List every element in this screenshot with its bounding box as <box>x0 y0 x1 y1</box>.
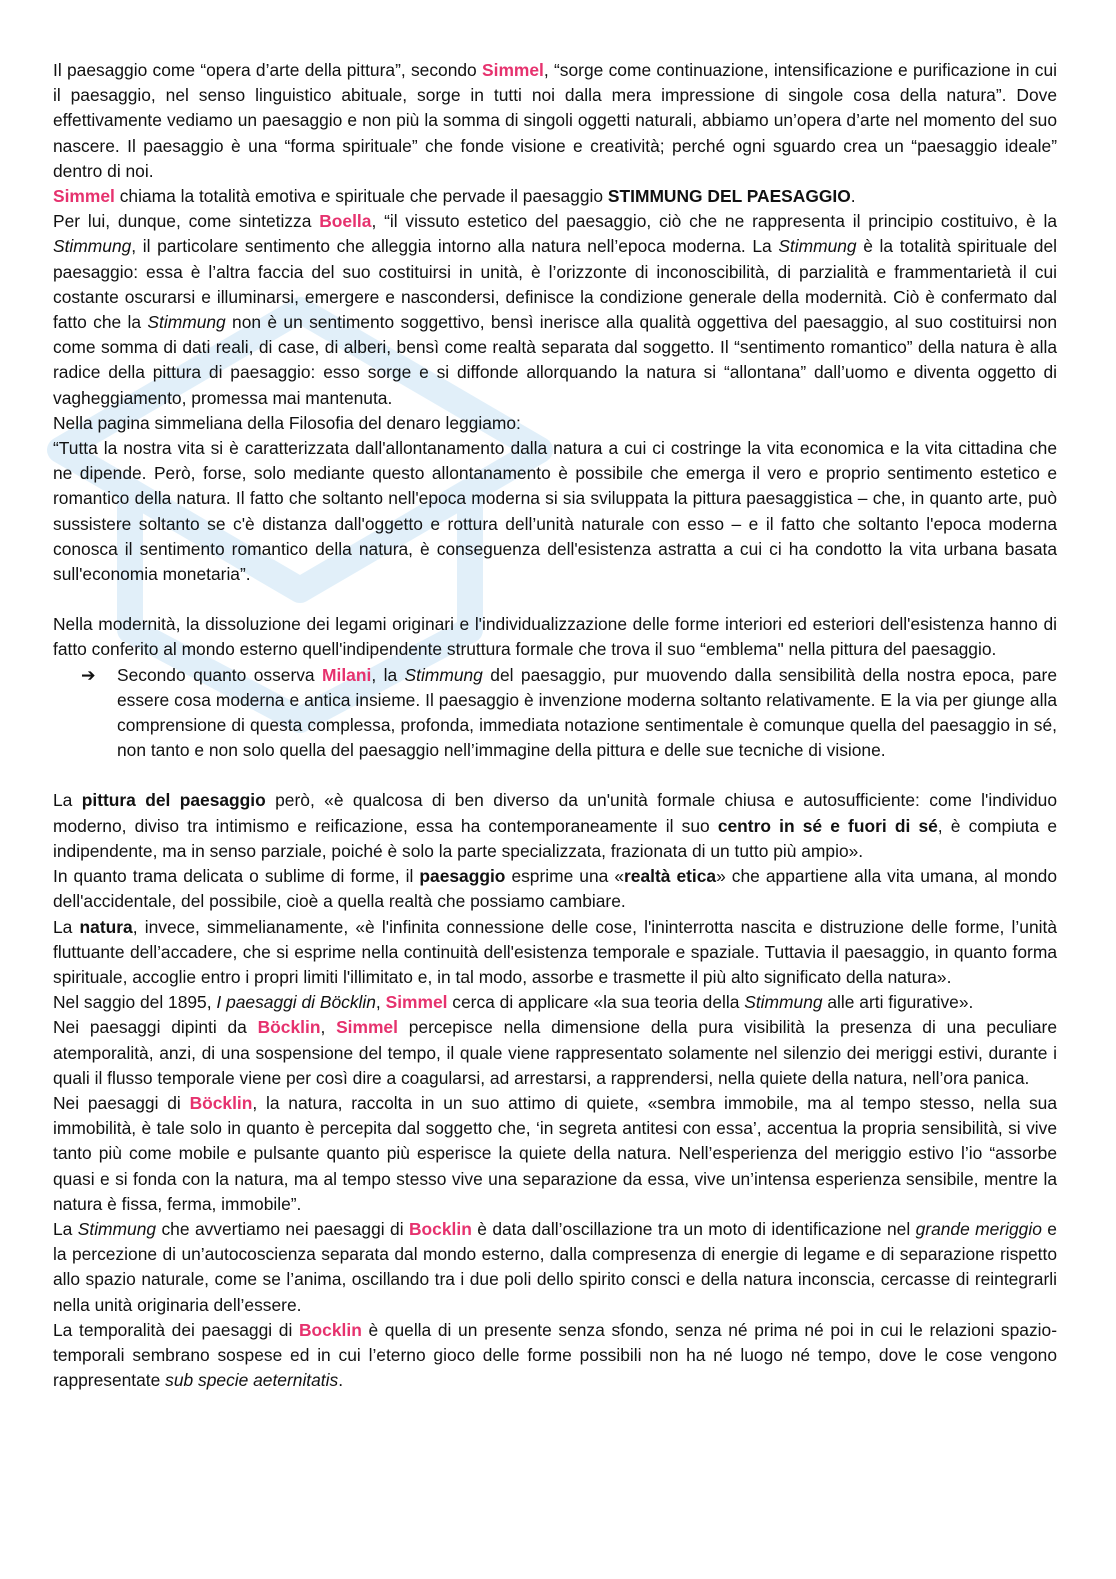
text: , la natura, raccolta in un suo attimo di quiete, «sembra immobile, ma al tempo stesso, nella sua immobilità, è tale solo in quanto è percepita dal soggetto che, ‘in segreta antitesi con essa’, accentua la propria sensibilità, si vive tanto più come mobile e pulsante quanto più esperisce la quiete della natura. Nell’esperienza del meriggio estivo l’io “assorbe quasi e si fonda con la natura, ma al tempo stesso vive una separazione da essa, vive un’intensa esperienza sensibile, mentre la natura è fissa, ferma, immobile”. <box>53 1092 1057 1214</box>
text: è data dall’oscillazione tra un moto di identificazione nel <box>471 1218 916 1239</box>
bold-term: centro in sé e fuori di sé <box>717 815 938 836</box>
text: Nel saggio del 1895, <box>53 992 217 1013</box>
arrow-bullet <box>81 663 1057 764</box>
text: che avvertiamo nei paesaggi di <box>156 1218 409 1239</box>
paragraph-7 <box>53 788 1057 864</box>
text: La <box>53 790 82 811</box>
text: , <box>375 992 386 1013</box>
text: La temporalità dei paesaggi di <box>53 1319 299 1340</box>
text: » che appartiene alla vita umana, al mondo dell'accidentale, del possibile, cioè a quella realtà che possiamo cambiare. <box>53 866 1057 912</box>
text: La <box>53 916 80 937</box>
text: è la totalità spirituale del paesaggio: essa è l’altra faccia del suo costituirsi in unità, è l’orizzonte di inconoscibilità, di parzialità e frammentarietà il cui costante oscurarsi e illuminarsi, emergere e nascondersi, definisce la condizione generale della modernità. Ciò è confermato dal fatto che la <box>53 236 1057 333</box>
paragraph-14 <box>53 1318 1057 1394</box>
text: alle arti figurative». <box>822 992 974 1013</box>
italic-term: Stimmung <box>778 236 857 257</box>
text: esprime una « <box>505 866 625 887</box>
paragraph-13 <box>53 1217 1057 1318</box>
author-name: Simmel <box>482 60 544 80</box>
author-name: Milani <box>322 664 372 685</box>
bold-term: pittura del paesaggio <box>81 790 266 811</box>
text: Nei paesaggi di <box>53 1092 190 1113</box>
text: , è compiuta e indipendente, ma in senso parziale, poiché è solo la parte specializzata, frazionata di un tutto più ampio». <box>53 815 1057 861</box>
paragraph-6: Nella modernità, la dissoluzione dei legami originari e l'individualizzazione delle forme interiori ed esteriori dell'esistenza hanno di fatto conferito al mondo esterno quell'indipendente struttura formale che trova il suo “emblema" nella pittura del paesaggio. <box>53 614 1057 660</box>
bold-term: paesaggio <box>419 866 506 887</box>
text: percepisce nella dimensione della pura visibilità la presenza di una peculiare atemporalità, anzi, di una sospensione del tempo, il quale viene rappresentato solamente nel silenzio dei meriggi estivi, durante i quali il flusso temporale viene per così dire a coagularsi, ad arrestarsi, a rapprendersi, nella quiete della natura, nell’ora panica. <box>53 1017 1057 1088</box>
italic-term: sub specie aeternitatis <box>165 1370 339 1391</box>
italic-term: Stimmung <box>77 1218 157 1239</box>
text: , la <box>371 664 405 685</box>
text: è quella di un presente senza sfondo, senza né prima né poi in cui le relazioni spazio-temporali sembrano sospese ed in cui l’eterno gioco delle forme possibili non ha né luogo né tempo, dove le cose vengono rappresentate <box>53 1319 1057 1391</box>
text: cerca di applicare «la sua teoria della <box>447 992 745 1013</box>
italic-term: Stimmung <box>744 992 823 1013</box>
paragraph-1 <box>53 58 1057 184</box>
text: e la percezione di un’autocoscienza separata dal mondo esterno, dalla compresenza di energie di legame e di separazione rispetto allo spazio naturale, come se l’anima, oscillando tra i due poli dello spirito consci e della natura inconscia, cercasse di reintegrarli nella unità originaria dell’essere. <box>53 1218 1057 1315</box>
text: non è un sentimento soggettivo, bensì inerisce alla qualità oggettiva del paesaggio, al suo costituirsi non come somma di dati reali, di case, di alberi, bensì come realtà separata dal soggetto. Il “sentimento romantico” della natura è alla radice della pittura di paesaggio: esso sorge e si diffonde allorquando la natura si “allontana” dall’uomo e diventa oggetto di vagheggiamento, promessa mai mantenuta. <box>53 312 1057 408</box>
author-name: Simmel <box>336 1017 398 1038</box>
text: , invece, simmelianamente, «è l'infinita connessione delle cose, l'ininterrotta nascita e distruzione delle forme, l’unità fluttuante dell’accadere, che si esprime nella continuità dell'esistenza temporale e spaziale. Tuttavia il paesaggio, in quanto forma spirituale, accoglie entro i propri limiti l'illimitato e, in tal modo, assorbe e trasmette il più alto significato della natura». <box>53 916 1057 987</box>
text: La <box>53 1218 78 1239</box>
document-page <box>53 58 1057 1393</box>
bold-term: realtà etica <box>624 866 717 887</box>
italic-term: Stimmung <box>404 664 483 685</box>
text: Per lui, dunque, come sintetizza <box>53 211 320 232</box>
author-name: Böcklin <box>189 1092 253 1113</box>
text: , <box>320 1017 337 1038</box>
text: , “sorge come continuazione, intensificazione e purificazione in cui il paesaggio, nel senso linguistico abituale, sorge in tutti noi dalla mera impressione di singole cosa della natura”. Dove effettivamente vediamo un paesaggio e non più la somma di singoli oggetti naturali, abbiamo un’opera d’arte nel momento del suo nascere. Il paesaggio è una “forma spirituale” che fonde visione e creatività; perché ogni sguardo crea un “paesaggio ideale” dentro di noi. <box>53 60 1057 181</box>
italic-term: Stimmung <box>53 236 132 257</box>
text: Secondo quanto osserva <box>117 664 323 685</box>
paragraph-9 <box>53 915 1057 991</box>
paragraph-4: Nella pagina simmeliana della Filosofia del denaro leggiamo: <box>53 412 521 433</box>
author-name: Simmel <box>53 186 115 207</box>
text: chiama la totalità emotiva e spirituale che pervade il paesaggio <box>114 186 608 207</box>
quote-paragraph: “Tutta la nostra vita si è caratterizzata dall'allontanamento dalla natura a cui ci costringe la vita economica e la vita cittadina che ne dipende. Però, forse, solo mediante questo allontanamento è possibile che emerga il vero e proprio sentimento estetico e romantico della natura. Il fatto che soltanto nell'epoca moderna si sia sviluppata la pittura paesaggistica – che, in quanto arte, può sussistere soltanto se c'è distanza dall'oggetto e rottura dell’unità naturale con esso – e il fatto che soltanto l'epoca moderna conosca il sentimento romantico della natura, è conseguenza dell'esistenza astratta a cui ci ha condotto la vita urbana basata sull'economia monetaria”. <box>53 438 1057 585</box>
author-name: Boella <box>319 211 372 232</box>
italic-term: Stimmung <box>147 312 226 333</box>
text: però, «è qualcosa di ben diverso da un'unità formale chiusa e autosufficiente: come l'individuo moderno, diviso tra intimismo e reificazione, essa ha contemporaneamente il suo <box>53 790 1057 836</box>
text: . <box>338 1370 344 1391</box>
italic-term: grande meriggio <box>915 1218 1042 1239</box>
text: , “il vissuto estetico del paesaggio, ciò che ne rappresenta il principio costituivo, è la <box>371 211 1057 232</box>
text: Il paesaggio come “opera d’arte della pittura”, secondo <box>53 60 483 80</box>
author-name: Bocklin <box>299 1319 362 1340</box>
text: , il particolare sentimento che alleggia intorno alla natura nell’epoca moderna. La <box>131 236 779 257</box>
paragraph-3 <box>53 209 1057 411</box>
italic-term: I paesaggi di Böcklin <box>216 992 376 1013</box>
arrow-right-icon: ➔ <box>81 664 96 685</box>
bullet-text <box>117 663 1057 764</box>
bold-term: natura <box>79 916 133 937</box>
text: . <box>850 186 856 207</box>
author-name: Simmel <box>385 992 448 1013</box>
text: Nei paesaggi dipinti da <box>53 1017 258 1038</box>
text: In quanto trama delicata o sublime di forme, il <box>53 866 420 887</box>
paragraph-2 <box>53 184 1057 209</box>
paragraph-10 <box>53 990 1057 1015</box>
text: del paesaggio, pur muovendo dalla sensibilità della nostra epoca, pare essere cosa moderna e antica insieme. Il paesaggio è invenzione moderna soltanto relativamente. E la via per giunge alla comprensione di questa complessa, profonda, immediata notazione sentimentale è comunque quella del paesaggio in sé, non tanto e non solo quella del paesaggio nell’immagine della pittura e delle sue tecniche di visione. <box>117 664 1058 761</box>
bold-term: STIMMUNG DEL PAESAGGIO <box>607 186 851 207</box>
paragraph-11 <box>53 1015 1057 1091</box>
author-name: Bocklin <box>409 1218 472 1239</box>
paragraph-8 <box>53 864 1057 914</box>
paragraph-12 <box>53 1091 1057 1217</box>
author-name: Böcklin <box>257 1017 321 1038</box>
